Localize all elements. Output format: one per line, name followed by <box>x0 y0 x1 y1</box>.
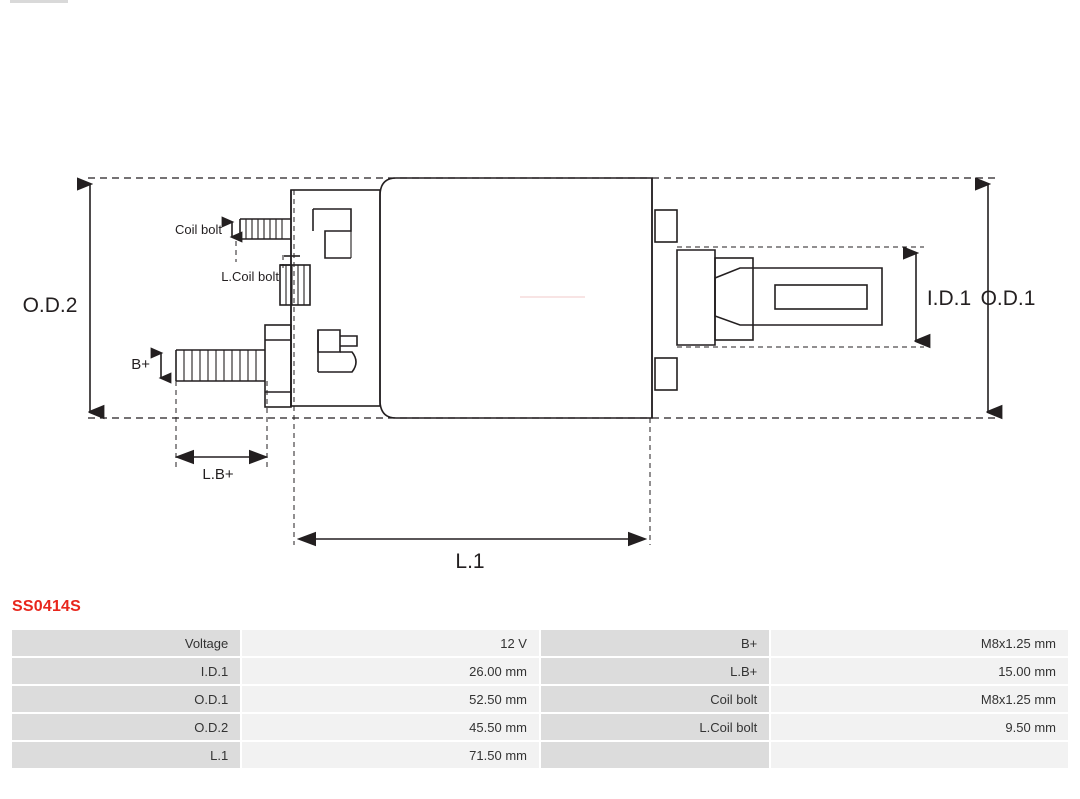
spec-label-bplus: B+ <box>541 630 769 656</box>
dim-label-id1: I.D.1 <box>926 287 972 310</box>
dim-label-bplus: B+ <box>131 356 150 373</box>
spec-label-od1: O.D.1 <box>12 686 240 712</box>
spec-value-id1: 26.00 mm <box>242 658 539 684</box>
spec-label-coil-bolt: Coil bolt <box>541 686 769 712</box>
spec-label-lcoil-bolt: L.Coil bolt <box>541 714 769 740</box>
spec-value-lcoil-bolt: 9.50 mm <box>771 714 1068 740</box>
dim-label-lbplus: L.B+ <box>202 466 234 483</box>
spec-label-empty <box>541 742 769 768</box>
spec-value-od2: 45.50 mm <box>242 714 539 740</box>
dim-label-od1: O.D.1 <box>980 287 1036 310</box>
table-row <box>12 658 1068 684</box>
dim-label-od2: O.D.2 <box>22 294 78 317</box>
dim-label-l1: L.1 <box>455 550 485 573</box>
dim-label-lcoil-bolt: L.Coil bolt <box>221 269 279 284</box>
table-row <box>12 742 1068 768</box>
spec-value-coil-bolt: M8x1.25 mm <box>771 686 1068 712</box>
spec-label-id1: I.D.1 <box>12 658 240 684</box>
specifications-table <box>10 628 1070 770</box>
spec-value-voltage: 12 V <box>242 630 539 656</box>
spec-label-lbplus: L.B+ <box>541 658 769 684</box>
spec-value-bplus: M8x1.25 mm <box>771 630 1068 656</box>
spec-label-od2: O.D.2 <box>12 714 240 740</box>
spec-label-voltage: Voltage <box>12 630 240 656</box>
spec-value-empty <box>771 742 1068 768</box>
table-row <box>12 630 1068 656</box>
table-row <box>12 686 1068 712</box>
dim-label-coil-bolt: Coil bolt <box>175 222 222 237</box>
spec-value-od1: 52.50 mm <box>242 686 539 712</box>
table-row <box>12 714 1068 740</box>
spec-value-l1: 71.50 mm <box>242 742 539 768</box>
part-code: SS0414S <box>12 598 82 615</box>
spec-value-lbplus: 15.00 mm <box>771 658 1068 684</box>
spec-label-l1: L.1 <box>12 742 240 768</box>
